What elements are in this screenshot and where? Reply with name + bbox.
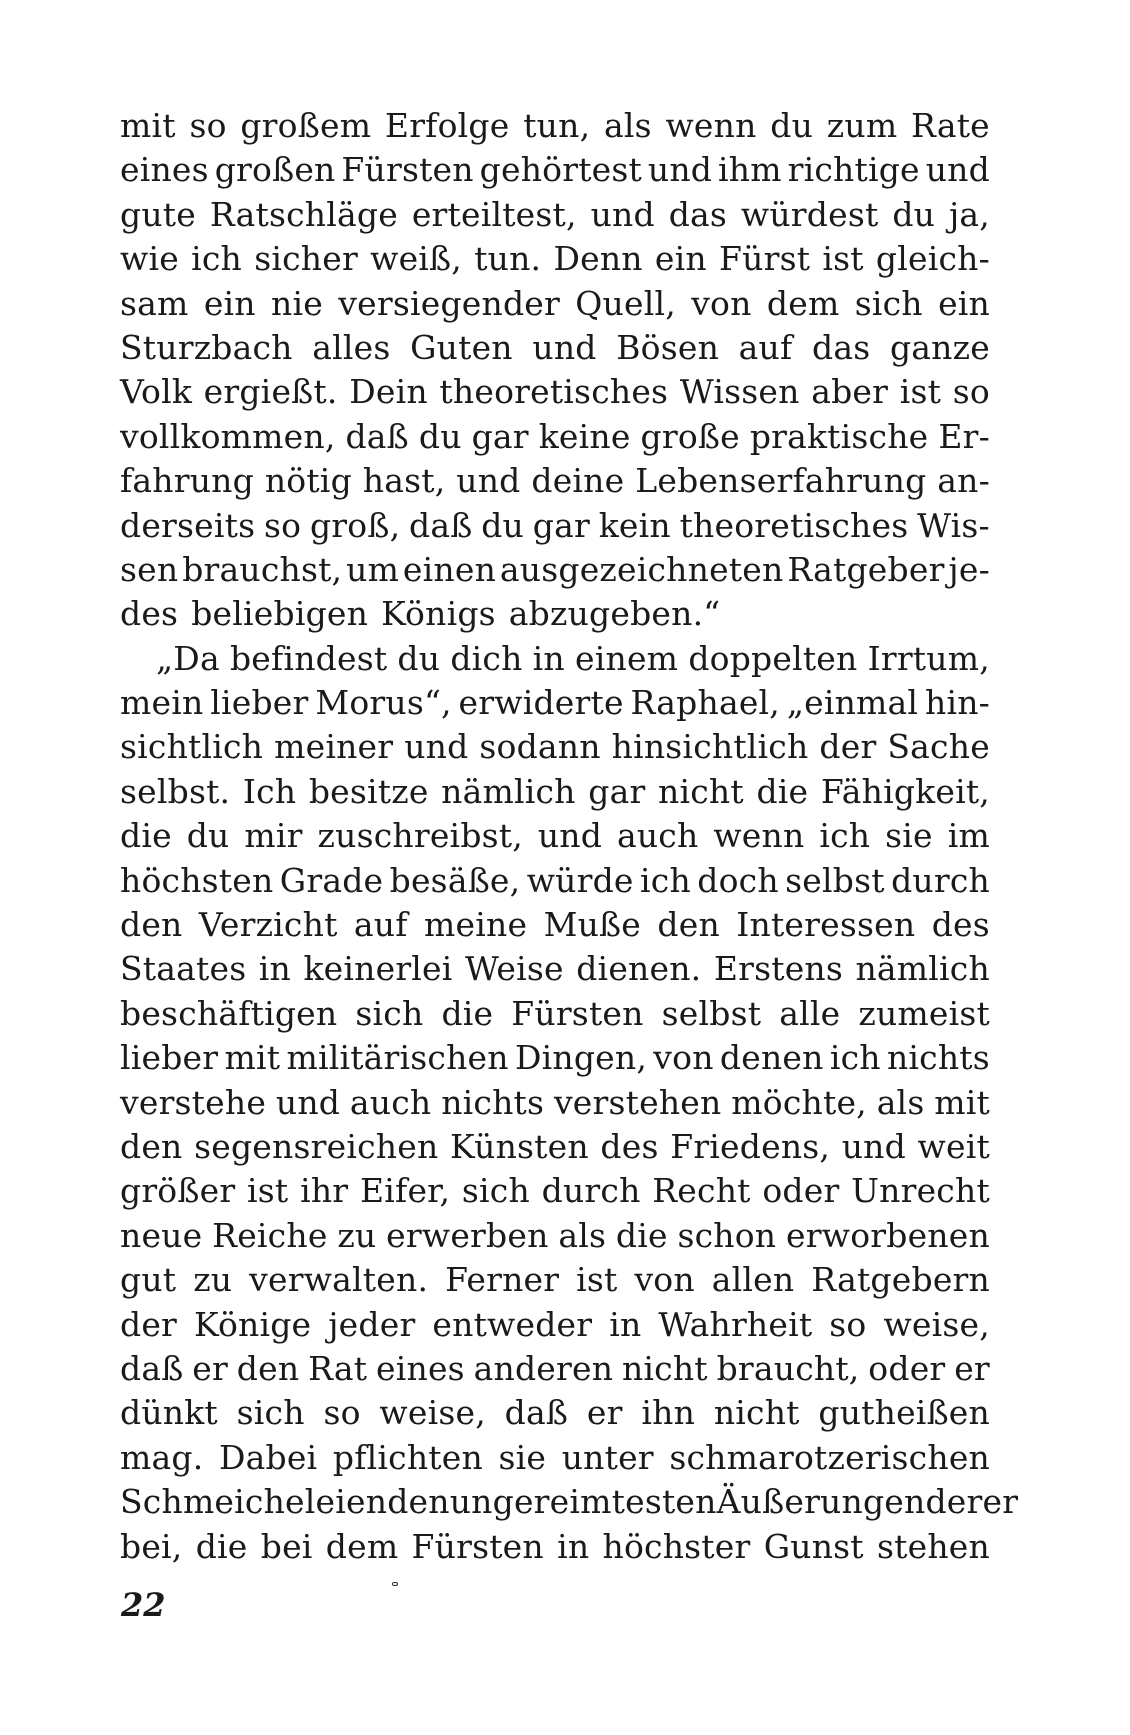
word: vollkommen,: [120, 416, 336, 456]
word: so: [264, 505, 302, 545]
word: ist: [247, 1171, 289, 1211]
word: du: [892, 194, 936, 234]
text-line: [120, 237, 990, 281]
word: Ferner: [445, 1260, 560, 1300]
word: Könige: [193, 1304, 312, 1344]
word: abzugeben.“: [508, 594, 721, 634]
body-text: [120, 104, 1019, 1569]
text-line: [120, 1258, 990, 1302]
word: in: [258, 949, 292, 989]
text-line: [120, 548, 990, 592]
word: theoretisches: [679, 505, 909, 545]
word: als: [558, 1215, 607, 1255]
word: als: [603, 106, 652, 145]
word: alles: [312, 327, 391, 367]
word: dem: [325, 1526, 399, 1566]
word: von: [691, 283, 752, 323]
word: Fürst: [719, 239, 811, 279]
word: so: [323, 1393, 361, 1433]
word: durch: [891, 860, 990, 900]
page-number: 22: [121, 1586, 166, 1624]
word: gehörtest: [479, 150, 642, 190]
word: der: [120, 1304, 178, 1344]
word: pflichten: [332, 1437, 483, 1477]
word: Reiche: [212, 1215, 328, 1255]
word: wenn: [665, 106, 757, 145]
word: ergießt.: [203, 372, 338, 412]
word: auch: [349, 1082, 432, 1122]
word: derer: [925, 1482, 1019, 1522]
word: gar: [471, 416, 529, 456]
word: fahrung: [120, 461, 254, 501]
word: ganze: [889, 327, 990, 367]
word: besäße,: [389, 860, 521, 900]
word: du: [418, 416, 462, 456]
word: zu: [337, 1215, 377, 1255]
word: in: [609, 1304, 642, 1344]
word: verwalten.: [249, 1260, 429, 1300]
word: praktische: [749, 416, 929, 456]
word: und: [590, 194, 655, 234]
word: Denn: [553, 239, 643, 279]
word: dich: [450, 638, 523, 678]
word: die: [756, 771, 809, 811]
word: auf: [738, 327, 793, 367]
word: Guten: [410, 327, 513, 367]
word: erteiltest,: [411, 194, 577, 234]
word: richtige: [787, 150, 920, 190]
word: Königs: [381, 594, 496, 634]
word: als: [876, 1082, 925, 1122]
word: ihr: [300, 1171, 349, 1211]
word: theoretisches: [439, 372, 669, 412]
word: die: [615, 1215, 668, 1255]
word: Wis-: [917, 505, 990, 545]
text-line: [120, 504, 990, 548]
word: schon: [677, 1215, 777, 1255]
word: denen: [719, 1038, 824, 1078]
word: stehen: [877, 1526, 990, 1566]
word: ausgezeichneten: [499, 549, 784, 589]
word: Künsten: [450, 1126, 589, 1166]
word: verstehen: [553, 1082, 722, 1122]
word: auf: [353, 905, 408, 945]
word: neue: [120, 1215, 203, 1255]
word: hinsichtlich: [611, 727, 809, 767]
word: um: [346, 549, 400, 589]
word: sodann: [479, 727, 601, 767]
print-speck: [392, 1582, 398, 1586]
word: mag.: [120, 1437, 204, 1477]
word: Verzicht: [198, 905, 338, 945]
word: er: [192, 1348, 228, 1388]
word: ist: [822, 239, 864, 279]
word: sich: [236, 1393, 305, 1433]
word: mein: [120, 683, 204, 723]
text-line: [120, 1214, 990, 1258]
word: zuschreibst,: [317, 816, 523, 856]
word: sam: [120, 283, 189, 323]
word: beliebigen: [191, 594, 369, 634]
word: eines: [120, 150, 209, 190]
word: keine: [538, 416, 631, 456]
word: ein: [654, 239, 707, 279]
word: du: [481, 505, 524, 545]
word: der: [819, 727, 877, 767]
word: bei: [260, 1526, 313, 1566]
text-line: [120, 1081, 990, 1125]
word: und: [647, 150, 713, 190]
word: sichtlich: [120, 727, 264, 767]
word: weit: [917, 1126, 990, 1166]
word: nicht: [658, 771, 744, 811]
word: er: [954, 1348, 990, 1388]
word: sich: [355, 993, 424, 1033]
word: Lebenserfahrung: [635, 461, 927, 501]
word: bei,: [120, 1526, 183, 1566]
word: und: [925, 150, 990, 190]
word: besitze: [308, 771, 429, 811]
word: und: [537, 816, 603, 856]
text-line: [120, 1525, 990, 1569]
word: sich: [854, 283, 923, 323]
word: alle: [779, 993, 841, 1033]
word: und: [275, 1082, 341, 1122]
word: unter: [561, 1437, 654, 1477]
word: dienen.: [576, 949, 702, 989]
word: „einmal: [786, 683, 919, 723]
word: Rate: [911, 106, 990, 145]
text-line: [120, 947, 990, 991]
word: erworbenen: [786, 1215, 990, 1255]
word: großem: [240, 106, 372, 145]
word: zu: [193, 1260, 233, 1300]
word: Staates: [120, 949, 247, 989]
word: durch: [541, 1171, 641, 1211]
word: Ratgebern: [811, 1260, 990, 1300]
word: Volk: [120, 372, 193, 412]
word: aber: [811, 372, 889, 412]
word: befindest: [229, 638, 388, 678]
word: die: [441, 993, 494, 1033]
word: große: [640, 416, 740, 456]
word: gar: [588, 771, 646, 811]
word: Fürsten: [511, 993, 644, 1033]
word: oder: [762, 1171, 840, 1211]
word: ich: [640, 860, 691, 900]
word: Sturzbach: [120, 327, 293, 367]
word: höchsten: [120, 860, 274, 900]
word: die: [120, 816, 172, 856]
word: erwerben: [386, 1215, 549, 1255]
word: anderen: [473, 1348, 614, 1388]
word: Erfolge: [384, 106, 510, 145]
word: wie: [120, 239, 179, 279]
word: Recht: [652, 1171, 751, 1211]
text-line: [120, 1036, 990, 1080]
word: dem: [766, 283, 840, 323]
word: oder: [868, 1348, 946, 1388]
word: doppelten: [688, 638, 858, 678]
word: je-: [948, 549, 990, 589]
word: hast,: [362, 461, 446, 501]
word: Dein: [349, 372, 428, 412]
word: Friedens,: [670, 1126, 831, 1166]
text-line: [120, 326, 990, 370]
word: ein: [203, 283, 256, 323]
word: verstehe: [120, 1082, 267, 1122]
word: Dabei: [218, 1437, 318, 1477]
word: Schmeicheleien: [120, 1482, 388, 1522]
word: Irrtum,: [867, 638, 990, 678]
word: schmarotzerischen: [669, 1437, 990, 1477]
word: daß: [504, 1393, 569, 1433]
word: dünkt: [120, 1393, 218, 1433]
word: den: [387, 1482, 450, 1522]
word: nötig: [264, 461, 352, 501]
word: hin-: [924, 683, 990, 723]
text-line: [120, 770, 990, 814]
word: Fürsten: [411, 1526, 544, 1566]
word: würde: [526, 860, 634, 900]
word: Äußerungen: [716, 1482, 926, 1522]
word: meiner: [274, 727, 394, 767]
word: nicht: [621, 1348, 708, 1388]
word: und: [456, 461, 521, 501]
word: wenn: [713, 816, 805, 856]
word: selbst.: [120, 771, 231, 811]
word: so: [952, 372, 990, 412]
word: größer: [120, 1171, 236, 1211]
word: möchte,: [731, 1082, 867, 1122]
text-line: [120, 415, 990, 459]
text-line: [120, 592, 990, 636]
word: die: [195, 1526, 248, 1566]
text-line: [120, 1480, 1019, 1524]
word: weise,: [379, 1393, 486, 1433]
word: und: [532, 327, 597, 367]
word: braucht,: [716, 1348, 860, 1388]
word: mit: [224, 1038, 281, 1078]
word: an-: [937, 461, 990, 501]
word: in: [532, 638, 565, 678]
word: höchster: [602, 1526, 751, 1566]
text-line: [120, 1125, 990, 1169]
word: Muße: [543, 905, 642, 945]
word: ein: [938, 283, 990, 323]
word: Gunst: [763, 1526, 864, 1566]
word: brauchst,: [182, 549, 343, 589]
word: lieber: [210, 683, 309, 723]
word: Fähigkeit,: [820, 771, 990, 811]
word: und: [841, 1126, 906, 1166]
word: Unrecht: [851, 1171, 990, 1211]
word: würdest: [740, 194, 879, 234]
word: groß,: [309, 505, 401, 545]
word: sich: [461, 1171, 530, 1211]
word: von: [634, 1260, 695, 1300]
word: mir: [244, 816, 303, 856]
word: Quell,: [575, 283, 676, 323]
word: segensreichen: [194, 1126, 439, 1166]
word: nicht: [713, 1393, 800, 1433]
word: so: [829, 1304, 867, 1344]
text-line: [120, 282, 990, 326]
word: Ratgeber: [787, 549, 945, 589]
text-line: [120, 637, 990, 681]
text-line: [120, 459, 990, 503]
word: ungereimtesten: [449, 1482, 717, 1522]
word: nämlich: [855, 949, 990, 989]
word: meine: [424, 905, 528, 945]
word: mit: [934, 1082, 990, 1122]
word: Eifer,: [359, 1171, 451, 1211]
word: den: [657, 905, 720, 945]
text-line: [120, 370, 990, 414]
word: Wahrheit: [658, 1304, 813, 1344]
word: beschäftigen: [120, 993, 338, 1033]
word: entweder: [432, 1304, 593, 1344]
word: ja,: [948, 194, 990, 234]
text-line: [120, 1436, 990, 1480]
word: von: [653, 1038, 714, 1078]
word: sie: [498, 1437, 547, 1477]
word: ist: [899, 372, 942, 412]
word: lieber: [120, 1038, 219, 1078]
word: keinerlei: [303, 949, 453, 989]
word: gar: [532, 505, 590, 545]
word: weise,: [883, 1304, 990, 1344]
word: gute: [120, 194, 196, 234]
word: derseits: [120, 505, 256, 545]
word: tun.: [474, 239, 542, 279]
word: du: [397, 638, 441, 678]
word: den: [236, 1348, 300, 1388]
text-line: [120, 859, 990, 903]
word: das: [668, 194, 728, 234]
word: Bösen: [616, 327, 720, 367]
word: militärischen: [286, 1038, 509, 1078]
text-line: [120, 104, 990, 148]
word: den: [120, 1126, 183, 1166]
word: Sache: [887, 727, 990, 767]
word: daß: [120, 1348, 184, 1388]
text-line: [120, 1347, 990, 1391]
word: tun,: [523, 106, 591, 145]
text-line: [120, 681, 990, 725]
word: Ratschläge: [209, 194, 398, 234]
word: Raphael,: [630, 683, 780, 723]
word: selbst: [661, 993, 762, 1033]
word: im: [947, 816, 990, 856]
word: nichts: [886, 1038, 990, 1078]
word: allen: [711, 1260, 795, 1300]
word: sie: [885, 816, 933, 856]
word: gutheißen: [818, 1393, 990, 1433]
word: Rat: [308, 1348, 368, 1388]
word: kein: [598, 505, 671, 545]
text-line: [120, 1391, 990, 1435]
text-line: [120, 992, 990, 1036]
word: Wissen: [679, 372, 800, 412]
word: Dingen,: [514, 1038, 648, 1078]
word: zum: [826, 106, 898, 145]
text-line: [120, 903, 990, 947]
word: mit: [120, 106, 176, 145]
word: nichts: [441, 1082, 545, 1122]
word: des: [600, 1126, 659, 1166]
text-line: [120, 1303, 990, 1347]
text-line: [120, 725, 990, 769]
word: sen: [120, 549, 179, 589]
word: Erstens: [713, 949, 844, 989]
text-line: [120, 148, 990, 192]
word: Ich: [242, 771, 297, 811]
word: gleich-: [875, 239, 990, 279]
word: auch: [616, 816, 699, 856]
word: jeder: [328, 1304, 416, 1344]
word: Interessen: [736, 905, 916, 945]
word: zumeist: [858, 993, 990, 1033]
word: „Da: [156, 638, 220, 678]
word: sicher: [254, 239, 358, 279]
word: Grade: [279, 860, 384, 900]
word: er: [586, 1393, 623, 1433]
word: in: [557, 1526, 590, 1566]
word: einem: [575, 638, 679, 678]
word: erwiderte: [458, 683, 624, 723]
text-line: [120, 193, 990, 237]
word: ich: [819, 816, 871, 856]
word: großen: [214, 150, 336, 190]
word: so: [189, 106, 227, 145]
word: des: [931, 905, 990, 945]
text-line: [120, 814, 990, 858]
word: doch: [697, 860, 779, 900]
word: gut: [120, 1260, 177, 1300]
word: ihn: [641, 1393, 696, 1433]
word: du: [770, 106, 814, 145]
word: einen: [402, 549, 497, 589]
word: deine: [531, 461, 625, 501]
word: selbst: [785, 860, 885, 900]
word: Fürsten: [341, 150, 474, 190]
word: nämlich: [441, 771, 576, 811]
word: ist: [576, 1260, 618, 1300]
word: eines: [376, 1348, 465, 1388]
word: ich: [191, 239, 243, 279]
word: du: [186, 816, 230, 856]
word: den: [120, 905, 183, 945]
word: des: [120, 594, 179, 634]
word: daß: [345, 416, 409, 456]
word: Er-: [938, 416, 990, 456]
word: weiß,: [370, 239, 462, 279]
word: versiegender: [338, 283, 560, 323]
text-line: [120, 1169, 990, 1213]
word: ich: [829, 1038, 881, 1078]
word: das: [812, 327, 871, 367]
word: daß: [409, 505, 473, 545]
word: und: [404, 727, 469, 767]
word: ihm: [718, 150, 782, 190]
word: Weise: [465, 949, 564, 989]
word: nie: [271, 283, 323, 323]
word: Morus“,: [315, 683, 452, 723]
